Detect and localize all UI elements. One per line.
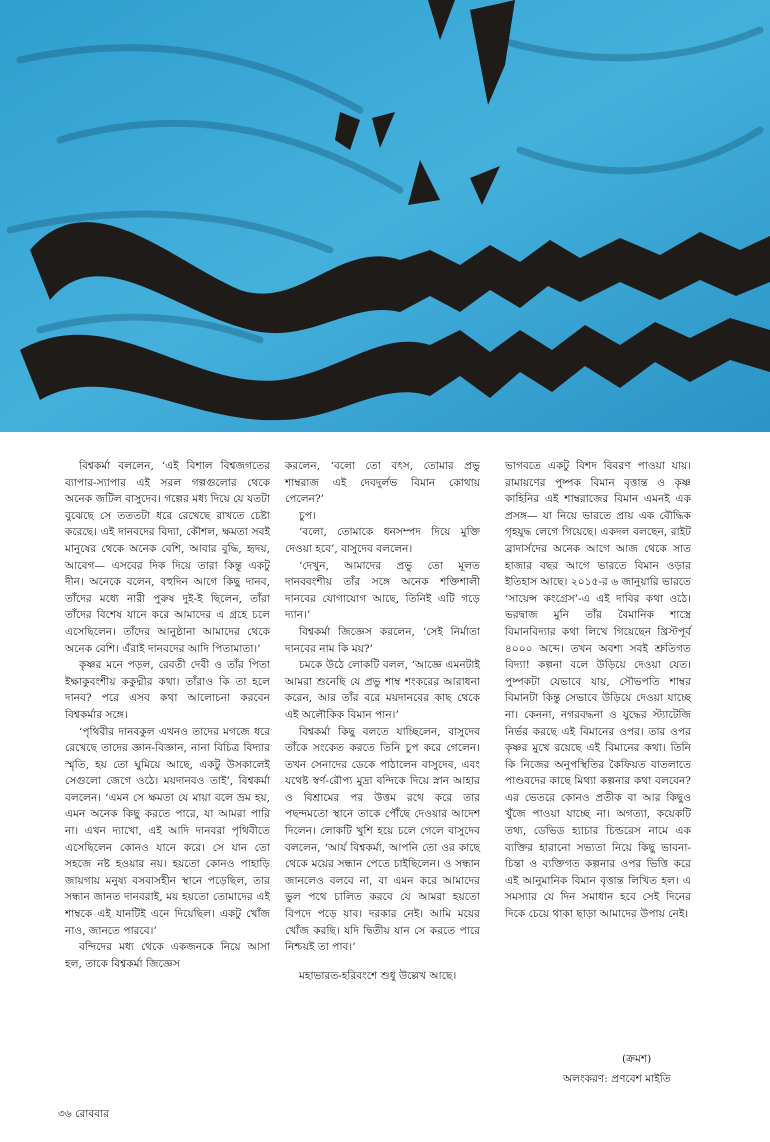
paragraph: ‘দেখুন, আমাদের প্রভু তো মূলত দানববংশীয় তাঁর সঙ্গে অনেক শক্তিশালী দানবের যোগাযোগ আছে, তিনিই এটি গড়ে দ্যান।’: [285, 559, 480, 622]
paragraph: বিশ্বকর্মা বললেন, ‘এই বিশাল বিশ্বজগতের ব্যাপার-স্যাপার এই সরল গল্পগুলোর থেকে অনেক জটিল বাসুদেব। গল্পের মধ্য দিয়ে যে যতটা বুঝেছে সে তততটা ধরে রেখেছে রাখতে চেষ্টা করেছে। এই দানবদের বিদ্যা, কৌশল, ক্ষমতা সবই মানুষের থেকে অনেক বেশি, আবার বুদ্ধি, হৃদয়, আবেগ— এসবের দিক দিয়ে তারা কিন্তু একটু দীন। অনেকে বলেন, বহুদিন আগে কিছু দানব, তাঁদের মধ্যে নারী পুরুষ দুই-ই ছিলেন, তাঁরা তাঁদের বিশেষ যানে করে আমাদের এ গ্রহে চলে এসেছিলেন। তাঁদের আনুষ্ঠানা আমাদের থেকে অনেক বেশি। এঁরাই দানবদের আদি পিতামাতা।’: [65, 460, 270, 655]
paragraph: ‘বলো, তোমাকে ধনসম্পদ দিয়ে মুক্তি দেওয়া হবে’, বাসুদেব বললেন।: [285, 526, 480, 555]
paragraph: বিশ্বকর্মা কিছু বলতে যাচ্ছিলেন, বাসুদেব তাঁকে সংকেত করতে তিনি চুপ করে গেলেন। তখন সেনাদের ডেকে পাঠালেন বাসুদেব, এবং যথেষ্ট স্বর্ণ-রৌপ্য মুদ্রা বন্দিকে দিয়ে স্নান আহার ও বিশ্রামের পর উত্তম রথে করে তার পছন্দমতো স্থানে তাকে পৌঁছে দেওয়ার আদেশ দিলেন। লোকটি খুশি হয়ে চলে গেলে বাসুদেব বললেন, ‘আর্য বিশ্বকর্মা, আপনি তো ওর কাছে থেকে ময়ের সন্ধান পেতে চাইছিলেন। ও সন্ধান জানলেও বলবে না, বা এমন করে আমাদের ভুল পথে চালিত করবে যে আমরা হয়তো বিপদে পড়ে যাব। দরকার নেই। আমি ময়ের খোঁজ করছি। যদি দ্বিতীয় যান সে করতে পারে নিশ্চয়ই তা পাব।’: [285, 725, 480, 954]
to-be-continued: (ক্রমশ): [622, 1053, 652, 1065]
illustration-credit: অলংকরণ: প্রণবেশ মাইতি: [563, 1073, 671, 1085]
paragraph: ‘পৃথিবীর দানবকুল এখনও তাদের মগজে ধরে রেখেছে তাদের জ্ঞান-বিজ্ঞান, নানা বিচিত্র বিদ্যার স্মৃতি, হয় তো ঘুমিয়ে আছে, একটু উসকালেই সেগুলো জেগে ওঠে। ময়দানবও তাই’, বিশ্বকর্মা বললেন। ‘এমন সে ক্ষমতা যে মায়া বলে ভ্রম হয়, এমন অনেক কিছু করতে পারে, যা আমরা পারি না। এখন দ্যাখো, এই আদি দানবরা পৃথিবীতে এসেছিলেন কোনও যানে করে। সে যান তো সহজে নষ্ট হওয়ার নয়। হয়তো কোনও পাহাড়ি জায়গায় মনুষ্য বসবাসহীন স্থানে পড়েছিল, তার সন্ধান জানত দানবরাই, ময় হয়তো তোমাদের এই শাম্বকে এই যানটিই এনে দিয়েছিল। একটু খোঁজ নাও, জানতে পারবে।’: [65, 725, 270, 937]
paragraph: ভাগবতে একটু বিশদ বিবরণ পাওয়া যায়। রামায়ণের পুষ্পক বিমান বৃত্তান্ত ও কৃষ্ণ কাহিনির এই শাম্বরাজের বিমান এমনই এক প্রসঙ্গ— যা নিয়ে ভারতে প্রায় এক বৌদ্ধিক গৃহযুদ্ধ লেগে গিয়েছে। একদল বলছেন, রাইট ব্রাদার্সদের অনেক আগে আজ থেকে সাত হাজার বছর আগে ভারতে বিমান ওড়ার ইতিহাস আছে। ২০১৫-র ৬ জানুয়ারি ভারতে ‘সায়েন্স কংগ্রেস’-এ এই দাবির কথা ওঠে। ভরদ্বাজ মুনি তাঁর বৈমানিক শাস্ত্রে বিমানবিদ্যার কথা লিখে গিয়েছেন খ্রিস্টপূর্ব ৪০০০ অব্দে। তখন অবশ্য সবই শ্রুতিগত বিদ্যা! কল্পনা বলে উড়িয়ে দেওয়া যেত। পুষ্পকটা যেভাবে যায়, সৌভপতি শাম্বর বিমানটা কিন্তু সেভাবে উড়িয়ে দেওয়া যাচ্ছে না। কেননা, নগরবদ্ধনা ও যুদ্ধের স্ট্যাটেজি নির্ভর করছে এই বিমানের ওপর। তার ওপর কৃষ্ণর মুখে রয়েছে এই বিমানের কথা। তিনি কি নিজের অনুপস্থিতির কৈফিয়ত বাতলাতে পাণ্ডবদের কাছে মিথ্যা কল্পনার কথা বলবেন? এর ভেতরে কোনও প্রতীক বা আর কিছুও খুঁজে পাওয়া যাচ্ছে না। অগত্যা, কয়েকটি তথ্য, ডেভিড হ্যাচার চিল্ডরেস নামে এক ব্যক্তির হারানো সভ্যতা নিয়ে কিছু ভাবনা-চিন্তা ও ব্যক্তিগত কল্পনার ওপর ভিত্তি করে এই আনুমানিক বিমান বৃত্তান্ত লিখিত হল। এ সমস্যার যে দিন সমাধান হবে সেই দিনের দিকে চেয়ে থাকা ছাড়া আমাদের উপায় নেই।: [505, 460, 691, 921]
calligraphy-artwork: [0, 0, 770, 432]
paragraph: বিশ্বকর্মা জিজ্ঞেস করলেন, ‘সেই নির্মাতা দানবের নাম কি ময়?’: [285, 625, 480, 655]
artwork-illustration: [0, 0, 770, 432]
column-3: [505, 458, 691, 923]
column-2: [285, 458, 480, 984]
paragraph: চমকে উঠে লোকটি বলল, ‘আজ্ঞে এমনটাই আমরা শুনেছি যে প্রভু শাম্ব শংকরের আরাধনা করেন, আর তাঁর বরে ময়দানবের কাছ থেকে এই অলৌকিক বিমান পান।’: [285, 659, 480, 721]
column-1: [65, 458, 270, 972]
paragraph: মহাভারত-হরিবংশে শুধু উল্লেখ আছে।: [299, 969, 457, 982]
paragraph: বন্দিদের মধ্য থেকে একজনকে নিয়ে আসা হল, তাকে বিশ্বকর্মা জিজ্ঞেস: [65, 941, 270, 970]
paragraph: চুপ।: [299, 509, 316, 522]
paragraph: কৃষ্ণর মনে পড়ল, রেবতী দেবী ও তাঁর পিতা ইক্ষাকুবংশীয় ককুদ্মীর কথা। তাঁরাও কি তা হলে দানব? পরে এসব কথা আলোচনা করবেন বিশ্বকর্মার সঙ্গে।: [65, 659, 270, 721]
page-folio: ৩৬ রোববার: [58, 1108, 110, 1120]
paragraph: করলেন, ‘বলো তো বৎস, তোমার প্রভু শাম্বরাজ এই দেবদুর্লভ বিমান কোথায় পেলেন?’: [285, 460, 480, 506]
